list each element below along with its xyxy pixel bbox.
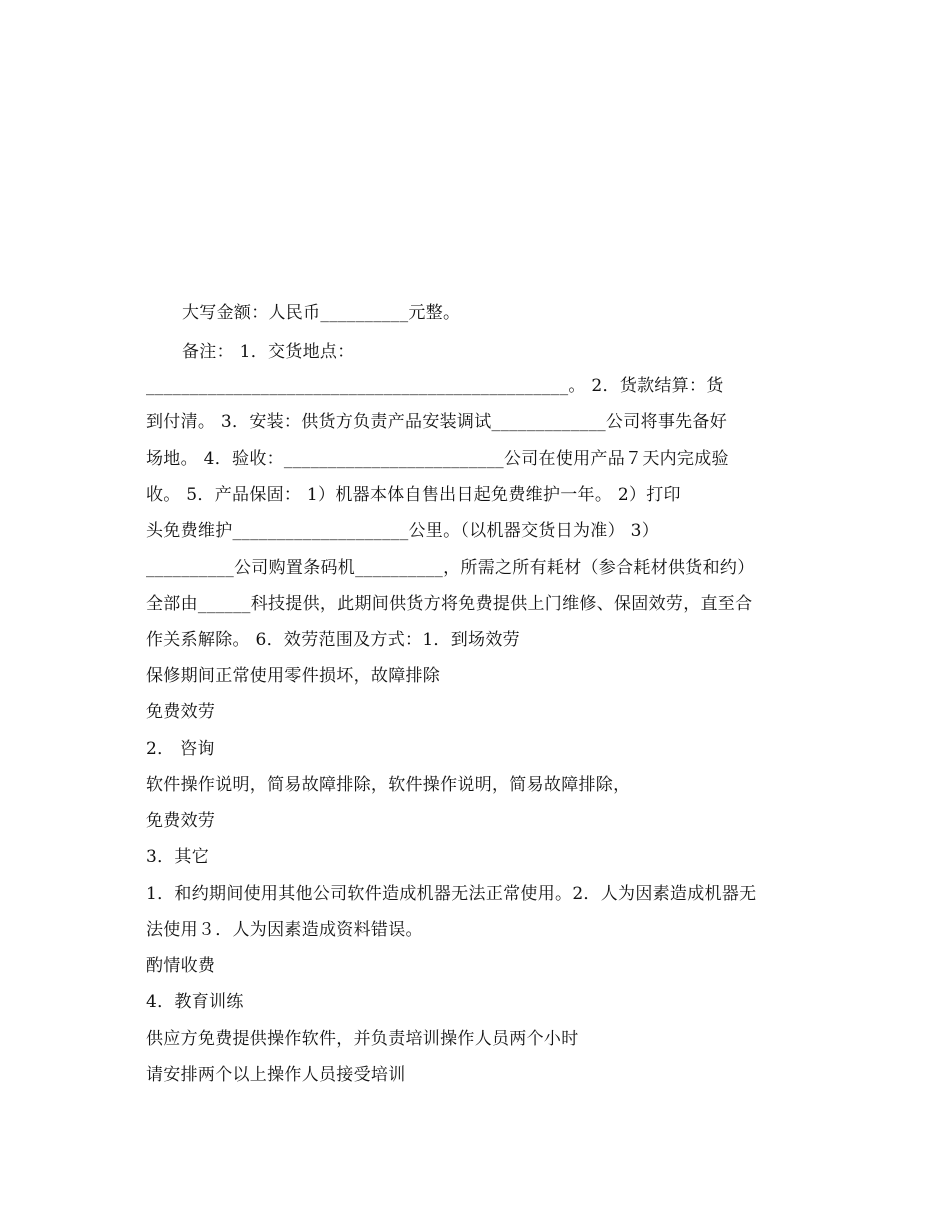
section-heading: 4．教育训练 [146,992,244,1012]
section-heading: 2． 咨询 [146,739,215,759]
section-heading: 3．其它 [146,847,210,867]
body-line: 请安排两个以上操作人员接受培训 [146,1065,406,1085]
body-line: 供应方免费提供操作软件，并负责培训操作人员两个小时 [146,1029,579,1049]
body-line: 免费效劳 [146,811,216,831]
remarks-line: 备注： 1．交货地点： [182,342,355,362]
body-line: 到付清。 3．安装：供货方负责产品安装调试_____________公司将事先备好 [146,412,728,432]
body-line: __________公司购置条码机__________，所需之所有耗材（参合耗材供货和约） [146,558,755,578]
amount-in-words-line: 大写金额：人民币__________元整。 [182,303,461,323]
body-line: 酌情收费 [146,956,216,976]
body-line: ________________________________________________。 2．货款结算：货 [146,376,724,396]
body-line: 法使用３．人为因素造成资料错误。 [146,920,423,940]
body-line: 软件操作说明，简易故障排除，软件操作说明，简易故障排除， [146,775,631,795]
body-line: 1．和约期间使用其他公司软件造成机器无法正常使用。2．人为因素造成机器无 [146,884,757,904]
body-line: 免费效劳 [146,702,216,722]
body-line: 头免费维护____________________公里。（以机器交货日为准） 3） [146,521,660,541]
body-line: 保修期间正常使用零件损坏，故障排除 [146,666,441,686]
body-line: 场地。 4．验收：_________________________公司在使用产品７天内完成验 [146,449,729,469]
body-line: 作关系解除。 6．效劳范围及方式：1．到场效劳 [146,630,520,650]
body-line: 收。 5．产品保固： 1）机器本体自售出日起免费维护一年。 2）打印 [146,485,681,505]
body-line: 全部由______科技提供，此期间供货方将免费提供上门维修、保固效劳，直至合 [146,594,753,614]
